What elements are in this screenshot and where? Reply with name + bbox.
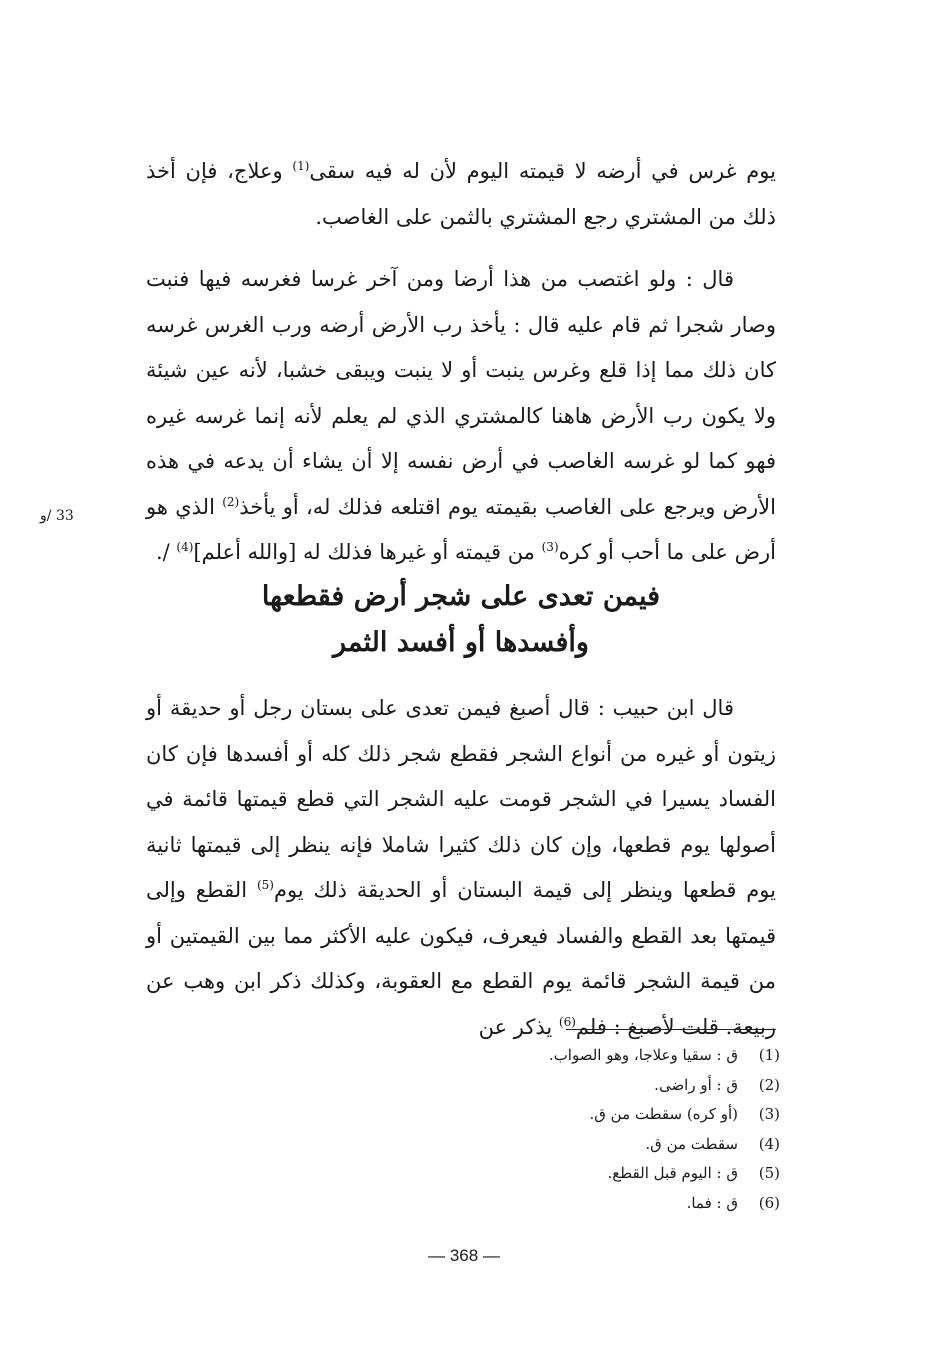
heading-line-1: فيمن تعدى على شجر أرض فقطعها	[261, 581, 661, 612]
footnote-ref-6: (6)	[558, 1014, 576, 1029]
footnote-item	[549, 1159, 780, 1189]
footnote-text: (أو كره) سقطت من ق.	[589, 1105, 738, 1123]
footnote-ref-2: (2)	[222, 494, 240, 509]
paragraph-1: يوم غرس في أرضه لا قيمته اليوم لأن له فيه سقى$^{(1)}$ وعلاج، فإن أخذ ذلك من المشتري رجع المشتري بالثمن على الغاصب.	[146, 159, 776, 229]
heading-line-2: وأفسدها أو أفسد الثمر	[333, 627, 589, 658]
footnote-item	[549, 1100, 780, 1130]
footnote-number: (3)	[758, 1105, 780, 1123]
folio-margin-note: 33 /و	[40, 508, 74, 524]
footnote-item	[549, 1041, 780, 1071]
footnote-item	[549, 1071, 780, 1101]
footnote-ref-1: (1)	[292, 159, 310, 173]
footnote-text: ق : أو راضى.	[654, 1075, 738, 1094]
footnote-number: (2)	[758, 1075, 780, 1094]
footnotes-list	[549, 1041, 780, 1218]
footnote-number: (5)	[758, 1164, 780, 1182]
footnote-ref-4: (4)	[176, 540, 194, 554]
footnote-text: ق : فما.	[686, 1193, 738, 1212]
footnote-text: ق : سقيا وعلاجا، وهو الصواب.	[548, 1046, 738, 1064]
footnote-ref-3: (3)	[541, 540, 559, 554]
footnote-text: ق : اليوم قبل القطع.	[607, 1164, 738, 1182]
paragraph-2: قال : ولو اغتصب من هذا أرضا ومن آخر غرسا فغرسه فيها فنبت وصار شجرا ثم قام عليه قال : يأخذ رب الأرض أرضه ورب الغرس غرسه كان ذلك مما إذا قلع وغرس ينبت أو لا ينبت ويبقى خشبا، لأنه عين شيئة ولا يكون رب الأرض هاهنا كالمشتري الذي لم يعلم لأنه إنما غرسه غيره فهو كما لو غرسه الغاصب في أرض نفسه إلا أن يشاء أن يدعه في هذه الأرض ويرجع على الغاصب بقيمته يوم اقتلعه فذلك له، أو يأخذ$^{(2)}$ الذي هو أرض على ما أحب أو كره$^{(3)}$ من قيمته أو غيرها فذلك له [والله أعلم]$^{(4)}$ /.	[146, 267, 776, 564]
footnote-ref-5: (5)	[256, 878, 274, 892]
page-number: — 368 —	[428, 1246, 500, 1265]
body-text-bottom	[146, 686, 776, 1050]
footnote-number: (1)	[758, 1046, 780, 1064]
footnote-item	[549, 1130, 780, 1160]
section-heading	[146, 574, 776, 666]
paragraph-3: قال ابن حبيب : قال أصبغ فيمن تعدى على بستان رجل أو حديقة أو زيتون أو غيره من أنواع الشجر فقطع شجر ذلك كله أو أفسدها فإن كان الفساد يسيرا في الشجر قومت عليه الشجر التي قطع قيمتها قائمة في أصولها يوم قطعها، وإن كان ذلك كثيرا شاملا فإنه ينظر إلى قيمتها ثانية يوم قطعها وينظر إلى قيمة البستان أو الحديقة ذلك يوم$^{(5)}$ القطع وإلى قيمتها بعد القطع والفساد فيعرف، فيكون عليه الأكثر مما بين القيمتين أو من قيمة الشجر قائمة يوم القطع مع العقوبة، وكذلك ذكر ابن وهب عن ربيعة. قلت لأصبغ : فلم$^{(6)}$ يذكر عن	[146, 696, 776, 1039]
footnote-separator	[566, 1029, 776, 1030]
footnote-text: سقطت من ق.	[645, 1134, 738, 1153]
body-text-top	[146, 149, 776, 576]
footnote-item	[549, 1189, 780, 1219]
footnote-number: (6)	[758, 1193, 780, 1212]
footnote-number: (4)	[758, 1134, 780, 1153]
